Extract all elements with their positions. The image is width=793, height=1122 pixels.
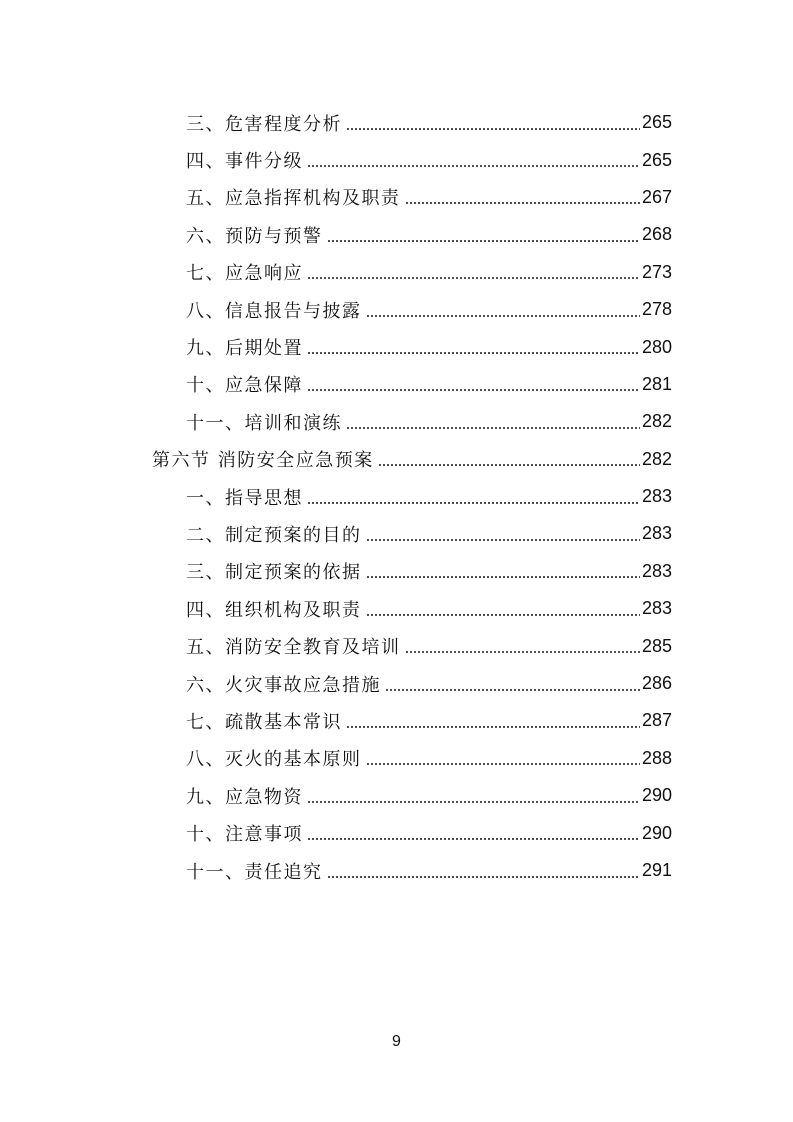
toc-entry-page: 283 — [641, 523, 672, 544]
toc-entry-title: 六、预防与预警 — [186, 225, 323, 247]
toc-dot-leader — [378, 450, 640, 468]
toc-entry-title: 三、危害程度分析 — [186, 113, 342, 135]
toc-dot-leader — [307, 375, 640, 393]
toc-entry-page: 285 — [641, 635, 672, 656]
toc-entry[interactable] — [0, 590, 793, 627]
toc-dot-leader — [307, 824, 640, 842]
toc-dot-leader — [366, 600, 640, 618]
toc-entry-page: 291 — [641, 860, 672, 880]
toc-entry-title: 八、灭火的基本原则 — [186, 749, 362, 771]
toc-dot-leader — [366, 562, 640, 580]
toc-entry-page: 287 — [641, 710, 672, 731]
toc-entry[interactable] — [0, 216, 793, 253]
toc-entry[interactable] — [0, 852, 793, 889]
toc-dot-leader — [327, 862, 640, 880]
toc-dot-leader — [307, 488, 640, 506]
toc-entry-page: 288 — [641, 747, 672, 768]
toc-entry-page: 268 — [641, 224, 672, 245]
toc-entry-title: 六、火灾事故应急措施 — [186, 674, 381, 696]
toc-entry-page: 290 — [641, 822, 672, 843]
toc-entry-title: 五、消防安全教育及培训 — [186, 637, 401, 659]
toc-entry[interactable] — [0, 627, 793, 664]
toc-dot-leader — [307, 787, 640, 805]
toc-entry[interactable] — [0, 366, 793, 403]
toc-entry-title: 九、后期处置 — [186, 338, 303, 360]
toc-dot-leader — [346, 712, 640, 730]
toc-entry-title: 十一、责任追究 — [186, 861, 323, 883]
toc-entry-title: 二、制定预案的目的 — [186, 524, 362, 546]
toc-entry[interactable] — [0, 515, 793, 552]
toc-entry[interactable] — [0, 179, 793, 216]
toc-entry[interactable] — [0, 777, 793, 814]
toc-dot-leader — [327, 226, 640, 244]
toc-entry-title: 四、组织机构及职责 — [186, 599, 362, 621]
toc-entry-page: 283 — [641, 598, 672, 619]
toc-entry-title: 十、注意事项 — [186, 824, 303, 846]
toc-entry-title: 三、制定预案的依据 — [186, 562, 362, 584]
toc-entry-page: 280 — [641, 336, 672, 357]
toc-entry[interactable] — [0, 104, 793, 141]
toc-section-title: 第六节 消防安全应急预案 — [152, 450, 374, 472]
toc-entry-page: 281 — [641, 373, 672, 394]
toc-entry-page: 282 — [641, 448, 672, 469]
toc-dot-leader — [405, 188, 640, 206]
table-of-contents — [0, 104, 793, 889]
toc-entry-title: 一、指导思想 — [186, 487, 303, 509]
toc-entry[interactable] — [0, 478, 793, 515]
toc-entry[interactable] — [0, 553, 793, 590]
toc-entry-page: 265 — [641, 112, 672, 133]
toc-dot-leader — [307, 151, 640, 169]
toc-entry[interactable] — [0, 254, 793, 291]
toc-entry-title: 八、信息报告与披露 — [186, 300, 362, 322]
toc-entry-title: 四、事件分级 — [186, 151, 303, 173]
toc-entry-page: 267 — [641, 186, 672, 207]
toc-dot-leader — [307, 338, 640, 356]
toc-entry-title: 七、应急响应 — [186, 263, 303, 285]
toc-entry-page: 282 — [641, 411, 672, 432]
toc-entry[interactable] — [0, 814, 793, 851]
toc-entry-title: 九、应急物资 — [186, 786, 303, 808]
toc-dot-leader — [366, 301, 640, 319]
toc-entry-page: 286 — [641, 673, 672, 694]
toc-dot-leader — [346, 114, 640, 132]
toc-entry-page: 265 — [641, 149, 672, 170]
toc-entry-title: 十一、培训和演练 — [186, 412, 342, 434]
toc-section-entry[interactable] — [0, 441, 793, 478]
toc-entry[interactable] — [0, 665, 793, 702]
toc-entry[interactable] — [0, 740, 793, 777]
toc-dot-leader — [307, 263, 640, 281]
toc-dot-leader — [346, 413, 640, 431]
toc-entry[interactable] — [0, 291, 793, 328]
toc-entry-page: 290 — [641, 785, 672, 806]
toc-entry[interactable] — [0, 702, 793, 739]
toc-entry[interactable] — [0, 141, 793, 178]
toc-entry-page: 283 — [641, 486, 672, 507]
toc-dot-leader — [366, 749, 640, 767]
toc-entry-page: 278 — [641, 299, 672, 320]
page-number: 9 — [392, 1033, 401, 1050]
toc-entry-title: 五、应急指挥机构及职责 — [186, 188, 401, 210]
toc-dot-leader — [405, 637, 640, 655]
toc-dot-leader — [385, 675, 640, 693]
toc-entry[interactable] — [0, 328, 793, 365]
toc-entry-title: 七、疏散基本常识 — [186, 711, 342, 733]
toc-entry-page: 273 — [641, 261, 672, 282]
toc-entry-page: 283 — [641, 560, 672, 581]
toc-dot-leader — [366, 525, 640, 543]
toc-entry-title: 十、应急保障 — [186, 375, 303, 397]
toc-entry[interactable] — [0, 403, 793, 440]
